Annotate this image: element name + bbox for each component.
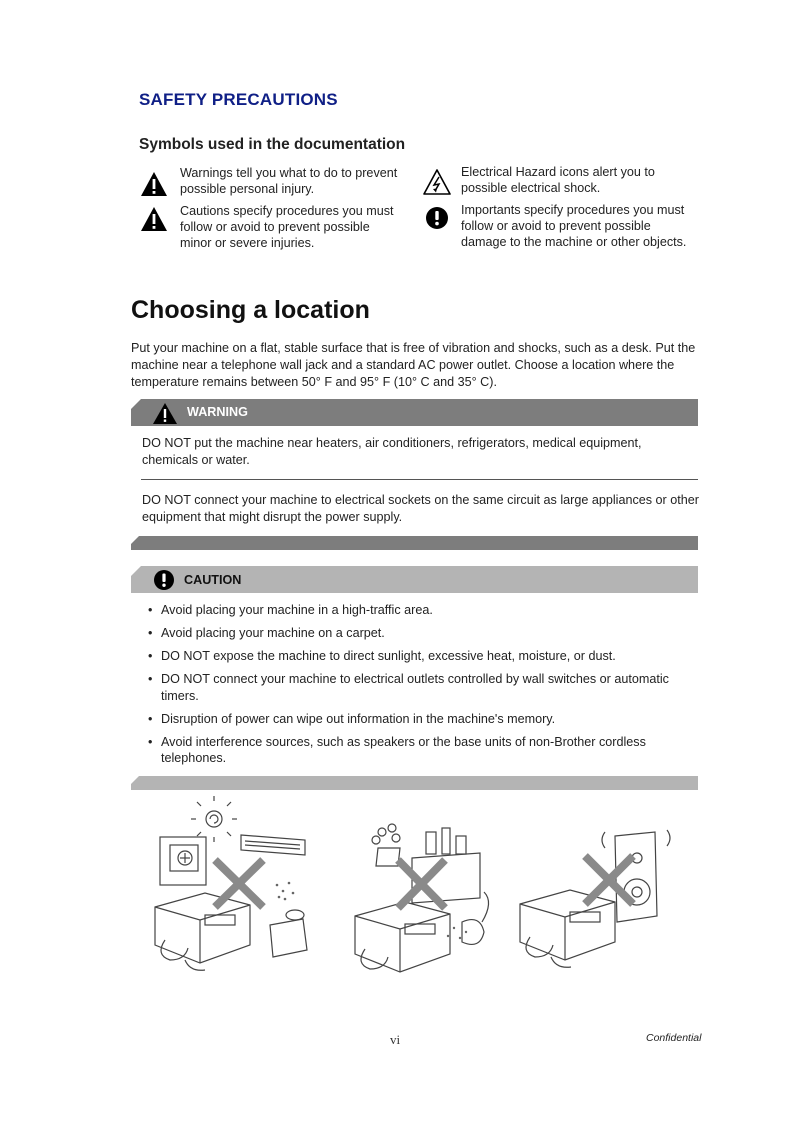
list-item: • Disruption of power can wipe out information in the machine's memory.	[148, 711, 701, 728]
symbol-warning-text: Warnings tell you what to do to prevent possible personal injury.	[180, 166, 398, 197]
caution-header-icon	[153, 569, 175, 591]
divider	[141, 479, 698, 480]
symbol-caution-text: Cautions specify procedures you must follow or avoid to prevent possible minor or severe injuries.	[180, 204, 394, 251]
warning-footer-bar	[131, 536, 698, 550]
warning-triangle-icon	[140, 170, 168, 198]
illustration-heat-and-sun	[145, 795, 325, 980]
list-item: • DO NOT expose the machine to direct sunlight, excessive heat, moisture, or dust.	[148, 648, 701, 665]
list-item: • Avoid interference sources, such as speakers or the base units of non-Brother cordless telephones.	[148, 734, 701, 767]
illustration-speaker-interference	[515, 826, 685, 976]
caution-footer-bar	[131, 776, 698, 790]
list-item: • DO NOT connect your machine to electrical outlets controlled by wall switches or automatic timers.	[148, 671, 701, 704]
electrical-hazard-icon	[423, 168, 451, 196]
page-title: SAFETY PRECAUTIONS	[139, 90, 338, 109]
list-item: • Avoid placing your machine in a high-traffic area.	[148, 602, 701, 619]
symbol-important-text: Importants specify procedures you must follow or avoid to prevent possible damage to the machine or other objects.	[461, 203, 687, 250]
page-number: vi	[390, 1032, 401, 1047]
warning-header-icon	[152, 402, 178, 425]
illustration-chemicals-and-water	[350, 818, 510, 978]
symbol-electrical-text: Electrical Hazard icons alert you to possible electrical shock.	[461, 165, 655, 196]
warning-item: DO NOT put the machine near heaters, air conditioners, refrigerators, medical equipment, chemicals or water.	[142, 436, 642, 467]
warning-item: DO NOT connect your machine to electrical sockets on the same circuit as large appliances or other equipment that might disrupt the power supply.	[142, 493, 699, 524]
location-paragraph: Put your machine on a flat, stable surface that is free of vibration and shocks, such as a desk. Put the machine near a telephone wall jack and a standard AC power outlet. Choose a location where the temperature remains between 50° F and 95° F (10° C and 35° C).	[131, 341, 696, 389]
important-icon	[424, 205, 452, 233]
section-heading: Choosing a location	[131, 296, 370, 324]
caution-list	[148, 602, 701, 773]
list-item: • Avoid placing your machine on a carpet.	[148, 625, 701, 642]
caution-triangle-icon	[140, 205, 168, 233]
caution-label: CAUTION	[184, 573, 242, 587]
confidential-label: Confidential	[646, 1032, 702, 1044]
symbols-heading: Symbols used in the documentation	[139, 136, 406, 153]
warning-label: WARNING	[187, 405, 248, 419]
